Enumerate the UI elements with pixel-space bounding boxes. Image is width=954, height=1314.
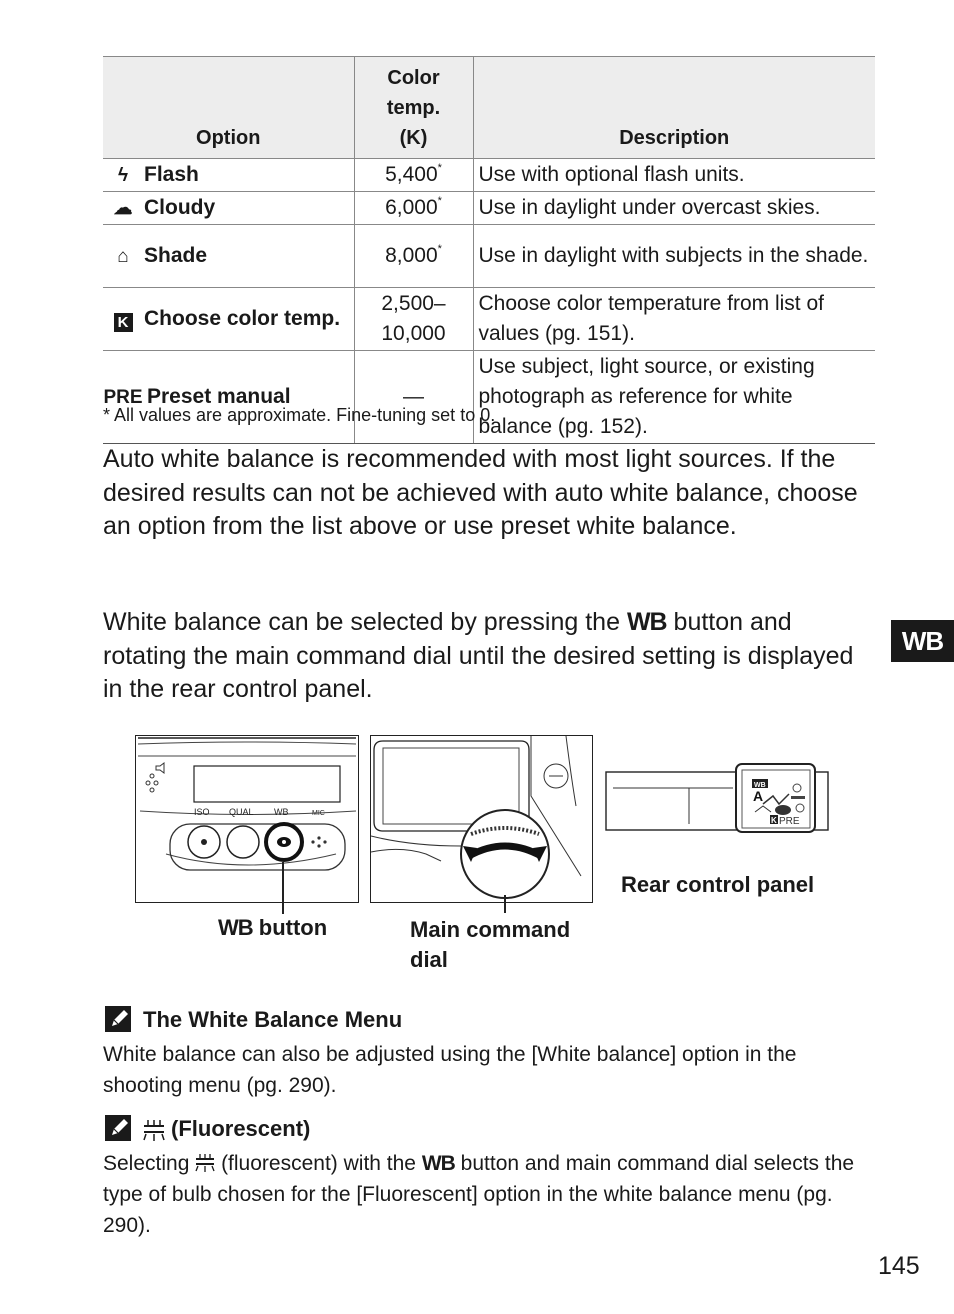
note1-title: The White Balance Menu bbox=[143, 1007, 403, 1032]
header-temp-line1: Color temp. bbox=[386, 67, 441, 119]
para2-before: White balance can be selected by pressing the bbox=[103, 608, 627, 636]
note2-title: (Fluorescent) bbox=[171, 1116, 311, 1141]
temp-cell bbox=[354, 351, 473, 444]
description-cell: Use in daylight under overcast skies. bbox=[473, 192, 875, 225]
shade-icon: ⌂ bbox=[117, 245, 129, 267]
description-cell: Choose color temperature from list of values (pg. 151). bbox=[473, 288, 875, 351]
rear-control-panel-label: Rear control panel bbox=[621, 872, 815, 897]
note2-body bbox=[103, 1148, 873, 1241]
temp-value-line1: 2,500– bbox=[381, 292, 446, 315]
option-cell bbox=[103, 351, 354, 444]
rear-control-panel-illustration bbox=[605, 760, 831, 836]
option-cell bbox=[103, 192, 354, 225]
option-label: Flash bbox=[144, 162, 199, 186]
header-color-temp bbox=[354, 57, 473, 159]
table-row bbox=[103, 159, 875, 192]
table-row bbox=[103, 288, 875, 351]
temp-value: — bbox=[403, 385, 424, 408]
temp-cell bbox=[354, 159, 473, 192]
temp-value: 6,000 bbox=[385, 196, 438, 219]
table-row bbox=[103, 351, 875, 444]
paragraph-auto-wb: Auto white balance is recommended with most light sources. If the desired results can not be achieved with auto white balance, choose an option from the list above or use preset white balance. bbox=[103, 445, 858, 540]
main-command-dial-label bbox=[410, 915, 570, 975]
camera-top-illustration bbox=[135, 735, 359, 903]
rear-pre-text: PRE bbox=[779, 816, 800, 827]
wb-glyph: WB bbox=[218, 915, 253, 940]
rear-a-text: A bbox=[753, 788, 764, 804]
dial-label-line2: dial bbox=[410, 947, 448, 972]
temp-cell bbox=[354, 192, 473, 225]
lcd-label-iso: ISO bbox=[194, 807, 210, 817]
dial-leader-line bbox=[504, 895, 506, 913]
flash-icon: ϟ bbox=[117, 164, 129, 186]
note2-mid: (fluorescent) with the bbox=[215, 1152, 422, 1175]
lcd-label-wb: WB bbox=[274, 807, 289, 817]
option-cell bbox=[103, 288, 354, 351]
option-label: Choose color temp. bbox=[144, 306, 341, 330]
table-row bbox=[103, 192, 875, 225]
note2-wb-glyph: WB bbox=[421, 1152, 455, 1175]
command-dial-drawing bbox=[371, 736, 592, 902]
header-option: Option bbox=[103, 57, 354, 159]
command-dial-illustration bbox=[370, 735, 593, 903]
option-label: Cloudy bbox=[144, 195, 216, 219]
fluorescent-inline-icon bbox=[195, 1153, 215, 1173]
preset-icon: PRE bbox=[103, 386, 143, 408]
asterisk: * bbox=[437, 243, 442, 255]
fluorescent-icon bbox=[143, 1120, 165, 1142]
lcd-label-mic: MIC bbox=[312, 810, 325, 817]
rear-panel-drawing bbox=[605, 760, 831, 836]
temp-cell bbox=[354, 288, 473, 351]
wb-button-leader-line bbox=[282, 862, 284, 914]
note-pencil-icon bbox=[105, 1006, 131, 1032]
description-cell: Use in daylight with subjects in the shade. bbox=[473, 225, 875, 288]
para2-after: button and rotating the main command dial until the desired setting is displayed in the rear control panel. bbox=[103, 608, 854, 703]
option-cell bbox=[103, 225, 354, 288]
option-cell bbox=[103, 159, 354, 192]
dial-label-line1: Main command bbox=[410, 917, 571, 942]
white-balance-table bbox=[103, 56, 875, 444]
temp-value: 5,400 bbox=[385, 163, 438, 186]
camera-top-drawing bbox=[136, 736, 358, 902]
wb-button-label bbox=[218, 913, 327, 943]
description-cell: Use subject, light source, or existing photograph as reference for white balance (pg. 152). bbox=[473, 351, 875, 444]
note1-body: White balance can also be adjusted using the [White balance] option in the shooting menu (pg. 290). bbox=[103, 1043, 797, 1097]
asterisk: * bbox=[437, 162, 442, 174]
asterisk: * bbox=[437, 195, 442, 207]
temp-cell bbox=[354, 225, 473, 288]
note2-after: button and main command dial selects the type of bulb chosen for the [Fluorescent] option in the white balance menu (pg. 290). bbox=[103, 1152, 855, 1237]
description-cell: Use with optional flash units. bbox=[473, 159, 875, 192]
temp-value-line2: 10,000 bbox=[381, 322, 446, 345]
table-footnote: * All values are approximate. Fine-tuning set to 0. bbox=[103, 405, 496, 425]
cloudy-icon: ☁ bbox=[113, 197, 133, 219]
rear-k-text: K bbox=[771, 816, 777, 825]
wb-button-glyph: WB bbox=[626, 608, 667, 636]
option-label: Preset manual bbox=[147, 384, 291, 408]
table-header-row bbox=[103, 57, 875, 159]
table-row bbox=[103, 225, 875, 288]
header-description: Description bbox=[473, 57, 875, 159]
note2-before: Selecting bbox=[103, 1152, 196, 1175]
page-number: 145 bbox=[878, 1252, 920, 1280]
header-temp-line2: (K) bbox=[399, 127, 428, 149]
wb-section-tab: WB bbox=[891, 620, 954, 662]
paragraph-wb-button bbox=[103, 606, 863, 707]
color-temp-icon bbox=[108, 305, 138, 335]
rear-wb-text: WB bbox=[754, 782, 766, 789]
k-box: K bbox=[114, 313, 133, 332]
lcd-label-qual: QUAL bbox=[229, 807, 254, 817]
note-pencil-icon bbox=[105, 1115, 131, 1141]
option-label: Shade bbox=[144, 243, 208, 267]
temp-value: 8,000 bbox=[385, 244, 438, 267]
button-word: button bbox=[252, 915, 328, 940]
